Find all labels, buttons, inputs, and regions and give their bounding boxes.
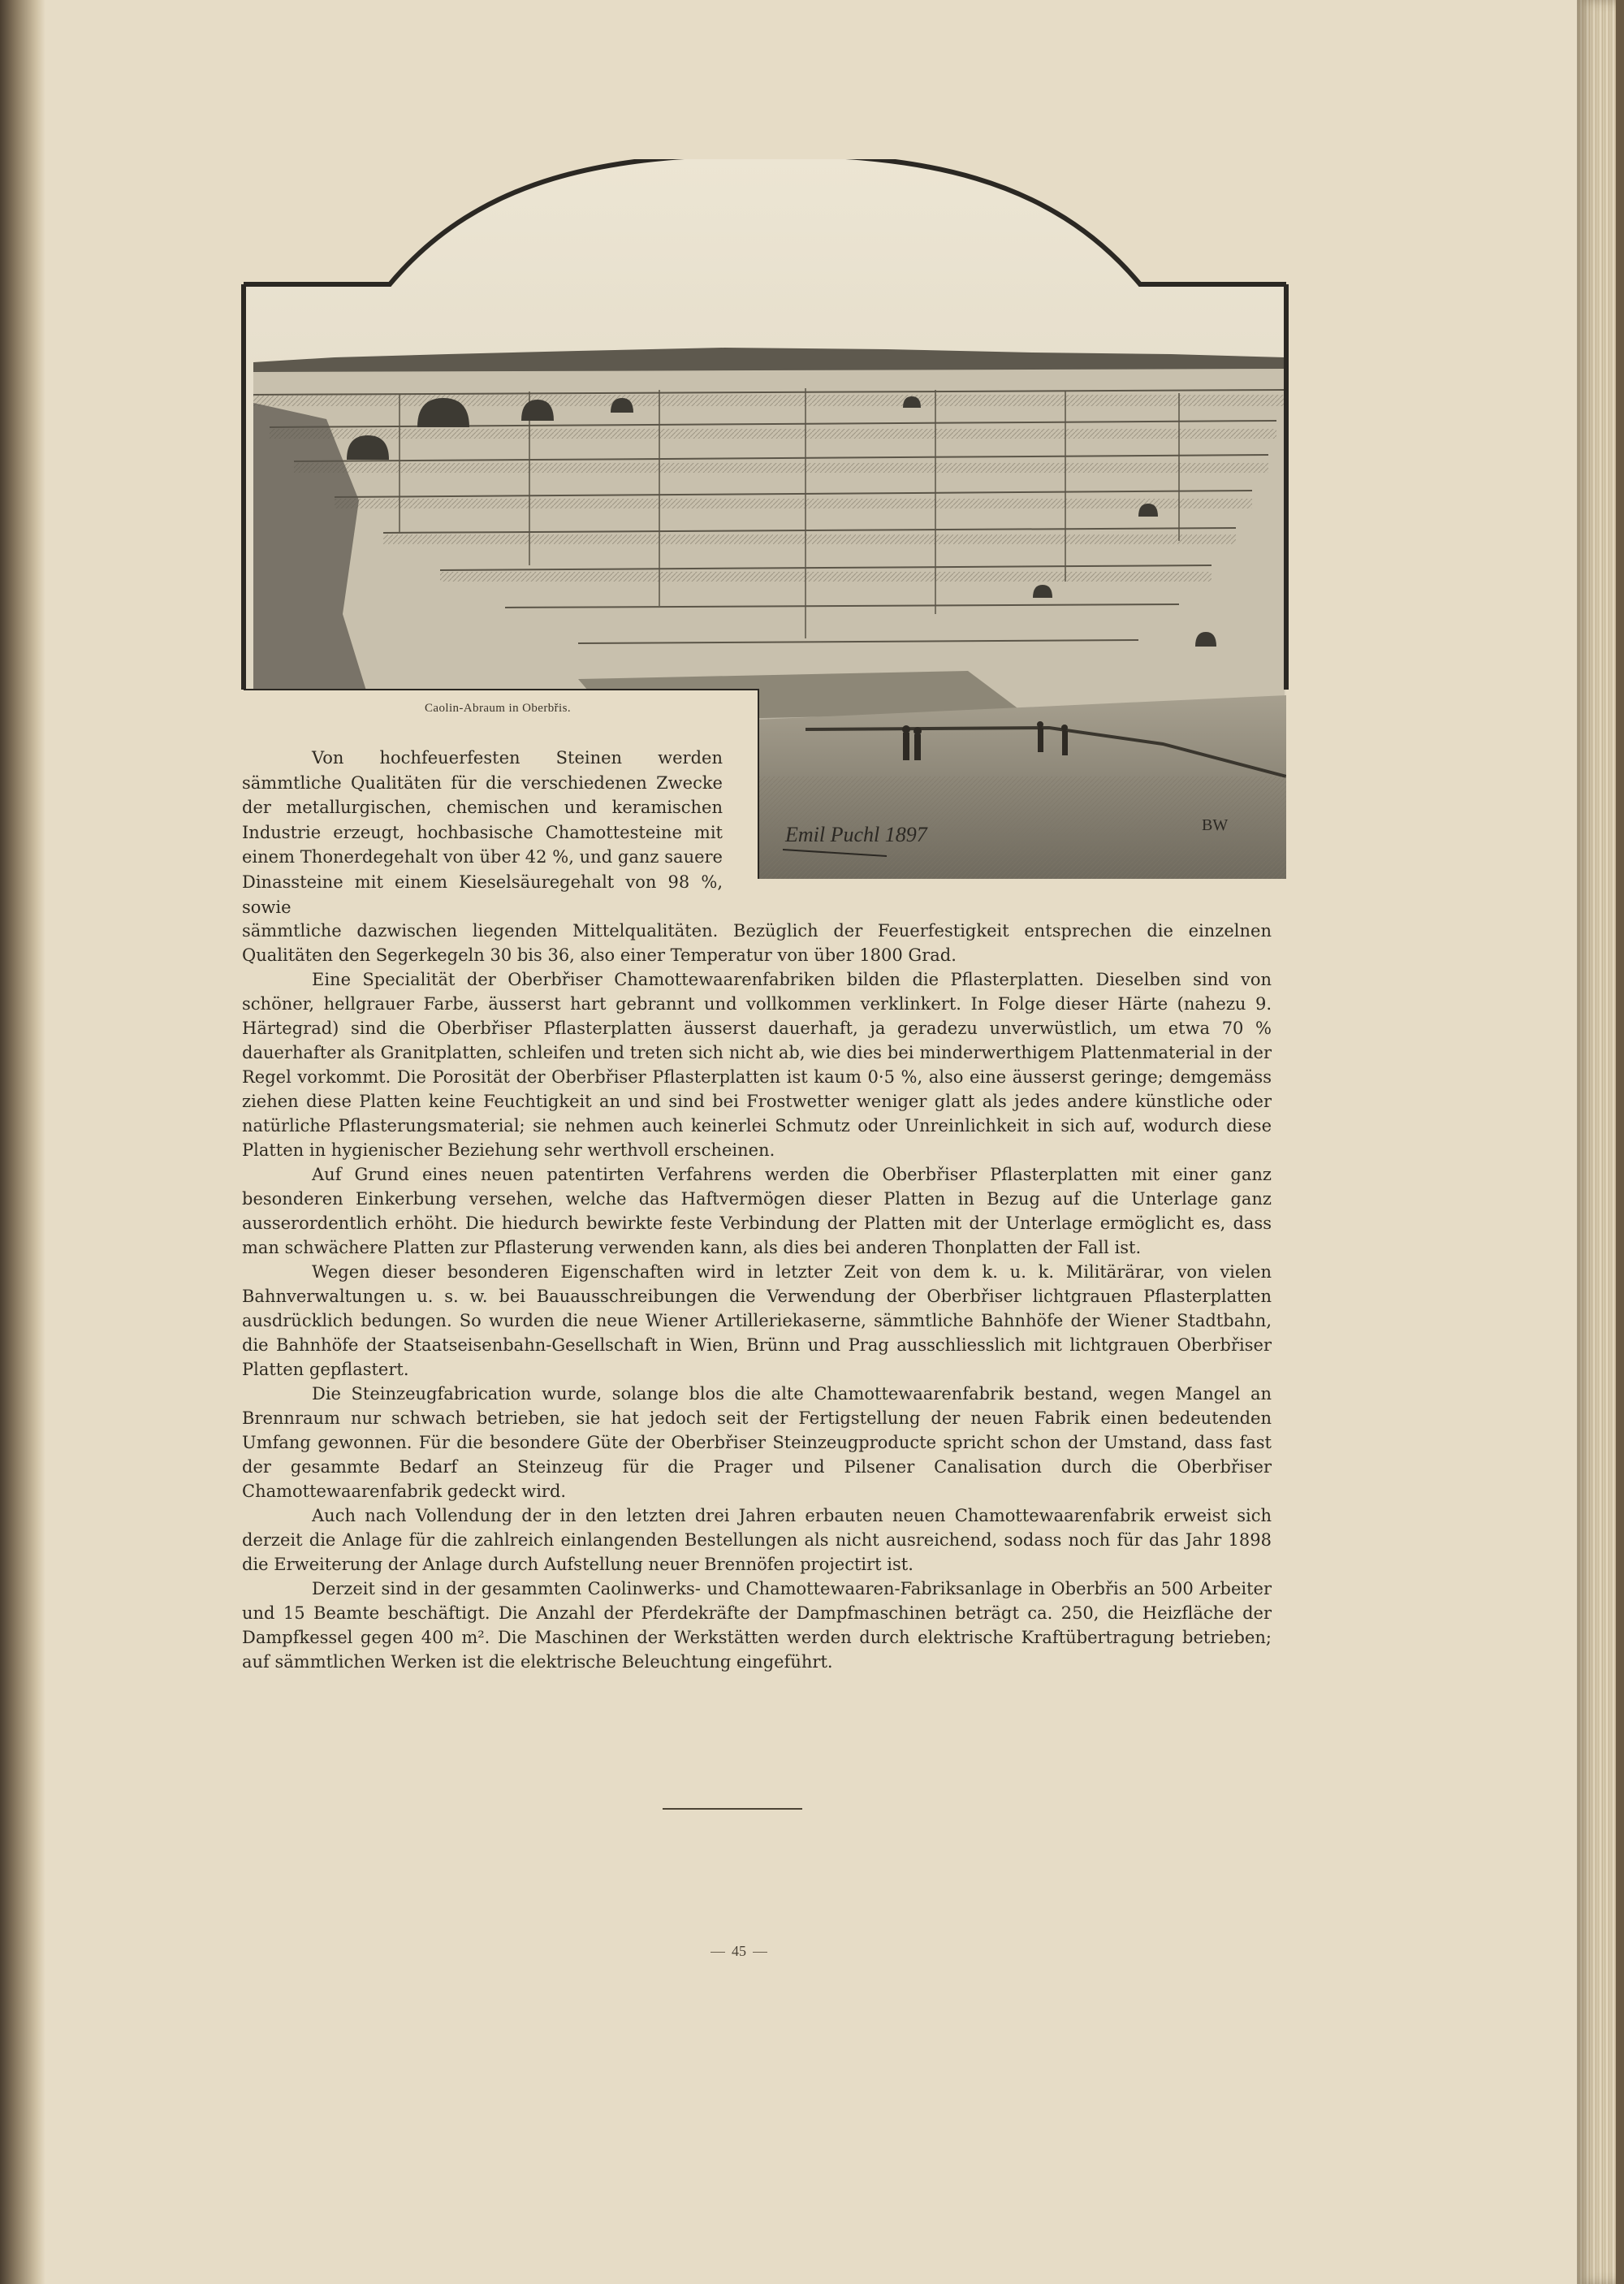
body-text (242, 919, 1272, 1674)
intro-paragraph: Von hochfeuerfesten Steinen werden sämmtliche Qualitäten für die verschiedenen Zwecke der metallurgischen, chemischen und keramischen Industrie erzeugt, hochbasische Chamottesteine mit einem Thonerdegehalt von über 42 %, und ganz sauere Dinassteine mit einem Kieselsäuregehalt von 98 %, sowie (242, 748, 723, 917)
paragraph: sämmtliche dazwischen liegenden Mittelqualitäten. Bezüglich der Feuerfestigkeit entsprechen die einzelnen Qualitäten den Segerkegeln 30 bis 36, also einer Temperatur von über 1800 Grad. (242, 921, 1272, 965)
svg-text:Emil Puchl 1897: Emil Puchl 1897 (785, 823, 927, 846)
paragraph: Auf Grund eines neuen patentirten Verfahrens werden die Oberbřiser Pflasterplatten mit einer ganz besonderen Einkerbung versehen, welche das Haftvermögen dieser Platten in Bezug auf die Unterlage ganz ausserordentlich erhöht. Die hiedurch bewirkte feste Verbindung der Platten mit der Unterlage ermöglicht es, dass man schwächere Platten zur Pflasterung verwenden kann, als dies bei anderen Thonplatten der Fall ist. (242, 1165, 1272, 1257)
paragraph: Wegen dieser besonderen Eigenschaften wird in letzter Zeit von dem k. u. k. Militärärar, von vielen Bahnverwaltungen u. s. w. bei Bauausschreibungen die Verwendung der Oberbřiser lichtgrauen Pflasterplatten ausdrücklich bedungen. So wurden die neue Wiener Artilleriekaserne, sämmtliche Bahnhöfe der Wiener Stadtbahn, die Bahnhöfe der Staatseisenbahn-Gesellschaft in Wien, Brünn und Prag ausschliesslich mit lichtgrauen Oberbřiser Platten gepflastert. (242, 1262, 1272, 1379)
book-gutter (0, 0, 45, 2284)
illustration-caption: Caolin-Abraum in Oberbřis. (425, 702, 571, 715)
paragraph: Eine Specialität der Oberbřiser Chamottewaarenfabriken bilden die Pflasterplatten. Dieselben sind von schöner, hellgrauer Farbe, äusserst hart gebrannt und vollkommen verklinkert. In Folge dieser Härte (nahezu 9. Härtegrad) sind die Oberbřiser Pflasterplatten äusserst dauerhaft, ja geradezu unverwüstlich, um etwa 70 % dauerhafter als Granitplatten, schleifen und treten sich nicht ab, wie dies bei minderwerthigem Plattenmaterial in der Regel vorkommt. Die Porosität der Oberbřiser Pflasterplatten ist kaum 0·5 %, also eine äusserst geringe; demgemäss ziehen diese Platten keine Feuchtigkeit an und sind bei Frostwetter weniger glatt als jedes andere künstliche oder natürliche Pflasterungsmaterial; sie nehmen auch keinerlei Schmutz oder Unreinlichkeit in sich auf, wodurch diese Platten in hygienischer Beziehung sehr werthvoll erscheinen. (242, 970, 1272, 1160)
artist-monogram: BW (1202, 816, 1229, 834)
book-cover-edge (1616, 0, 1624, 2284)
paragraph: Die Steinzeugfabrication wurde, solange blos die alte Chamottewaarenfabrik bestand, wegen Mangel an Brennraum nur schwach betrieben, sie hat jedoch seit der Fertigstellung der neuen Fabrik einen bedeutenden Umfang gewonnen. Für die besondere Güte der Oberbřiser Steinzeugproducte spricht schon der Umstand, dass fast der gesammte Bedarf an Steinzeug für die Prager und Pilsener Canalisation durch die Oberbřiser Chamottewaarenfabrik gedeckt wird. (242, 1384, 1272, 1501)
paragraph: Auch nach Vollendung der in den letzten drei Jahren erbauten neuen Chamottewaarenfabrik erweist sich derzeit die Anlage für die zahlreich einlangenden Bestellungen als nicht ausreichend, sodass noch für das Jahr 1898 die Erweiterung der Anlage durch Aufstellung neuer Brennöfen projectirt ist. (242, 1506, 1272, 1574)
paragraph: Derzeit sind in der gesammten Caolinwerks- und Chamottewaaren-Fabriksanlage in Oberbřis an 500 Arbeiter und 15 Beamte beschäftigt. Die Anzahl der Pferdekräfte der Dampfmaschinen beträgt ca. 250, die Heizfläche der Dampfkessel gegen 400 m². Die Maschinen der Werkstätten werden durch elektrische Kraftübertragung betrieben; auf sämmtlichen Werken ist die elektrische Beleuchtung eingeführt. (242, 1579, 1272, 1672)
closing-rule (663, 1808, 802, 1810)
page-number: 45 (698, 1943, 780, 1960)
